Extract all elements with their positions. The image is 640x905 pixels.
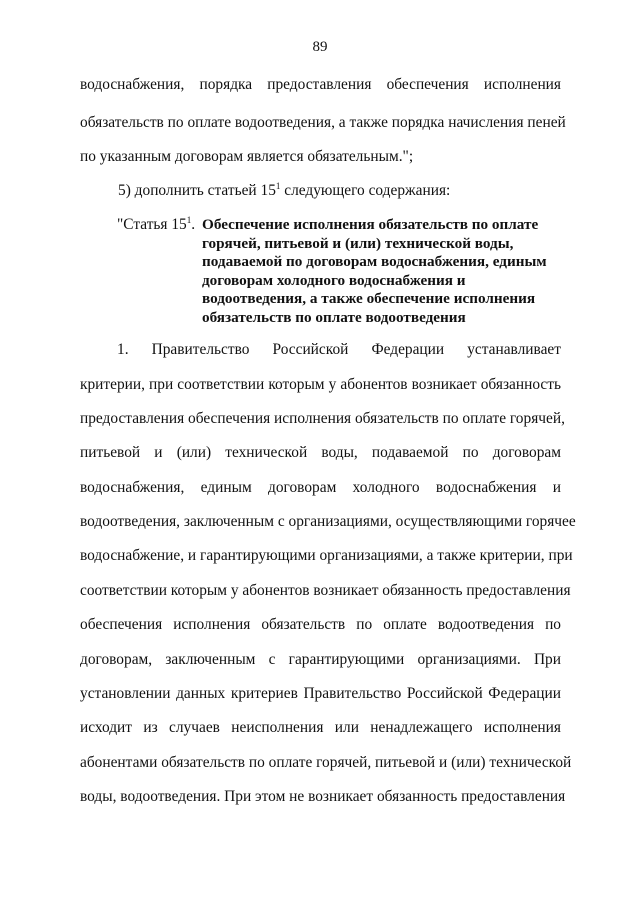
body-line: водоснабжения, единым договорам холодного водоснабжения и [80,479,561,496]
page-number: 89 [312,39,328,55]
article-label-end: . [191,216,196,233]
article-title-line: обязательств по оплате водоотведения [202,308,466,326]
body-line: договорам, заключенным с гарантирующими организациями. При [80,651,561,668]
article-title-line: подаваемой по договорам водоснабжения, единым [202,253,547,270]
body-line: абонентами обязательств по оплате горячей, питьевой и (или) технической [80,754,572,771]
article-title-line: водоотведения, а также обеспечение исполнения [202,290,536,307]
article-title-line: Обеспечение исполнения обязательств по оплате [202,216,539,233]
article-title [202,216,547,327]
body-line: питьевой и (или) технической воды, подаваемой по договорам [80,444,561,461]
intro-line-2: обязательств по оплате водоотведения, а также порядка начисления пеней [80,114,566,131]
body-line: водоснабжение, и гарантирующими организациями, а также критерии, при [80,547,573,564]
amendment-text: 5) дополнить статьей 15 [118,182,276,199]
body-line: исходит из случаев неисполнения или ненадлежащего исполнения [80,719,561,736]
article-title-line: горячей, питьевой и (или) технической воды, [202,234,514,252]
article-title-line: договорам холодного водоснабжения и [202,271,466,289]
body-line: воды, водоотведения. При этом не возникает обязанность предоставления [80,788,566,805]
body-line: установлении данных критериев Правительство Российской Федерации [80,685,561,702]
body-line: соответствии которым у абонентов возникает обязанность предоставления [80,582,571,599]
body-line: обеспечения исполнения обязательств по оплате водоотведения по [80,616,561,633]
body-line: 1. Правительство Российской Федерации устанавливает [117,341,561,358]
article-heading [117,216,195,234]
article-superscript: 1 [186,215,192,225]
amendment-line [118,182,450,200]
body-line: водоотведения, заключенным с организациями, осуществляющими горячее [80,513,576,530]
superscript: 1 [275,181,281,191]
intro-line-1: водоснабжения, порядка предоставления обеспечения исполнения [80,76,561,93]
body-line: критерии, при соответствии которым у абонентов возникает обязанность [80,376,561,393]
body-line: предоставления обеспечения исполнения обязательств по оплате горячей, [80,410,565,427]
amendment-text-end: следующего содержания: [280,182,451,199]
article-label: "Статья 15 [117,216,187,233]
intro-line-3: по указанным договорам является обязательным."; [80,148,414,165]
